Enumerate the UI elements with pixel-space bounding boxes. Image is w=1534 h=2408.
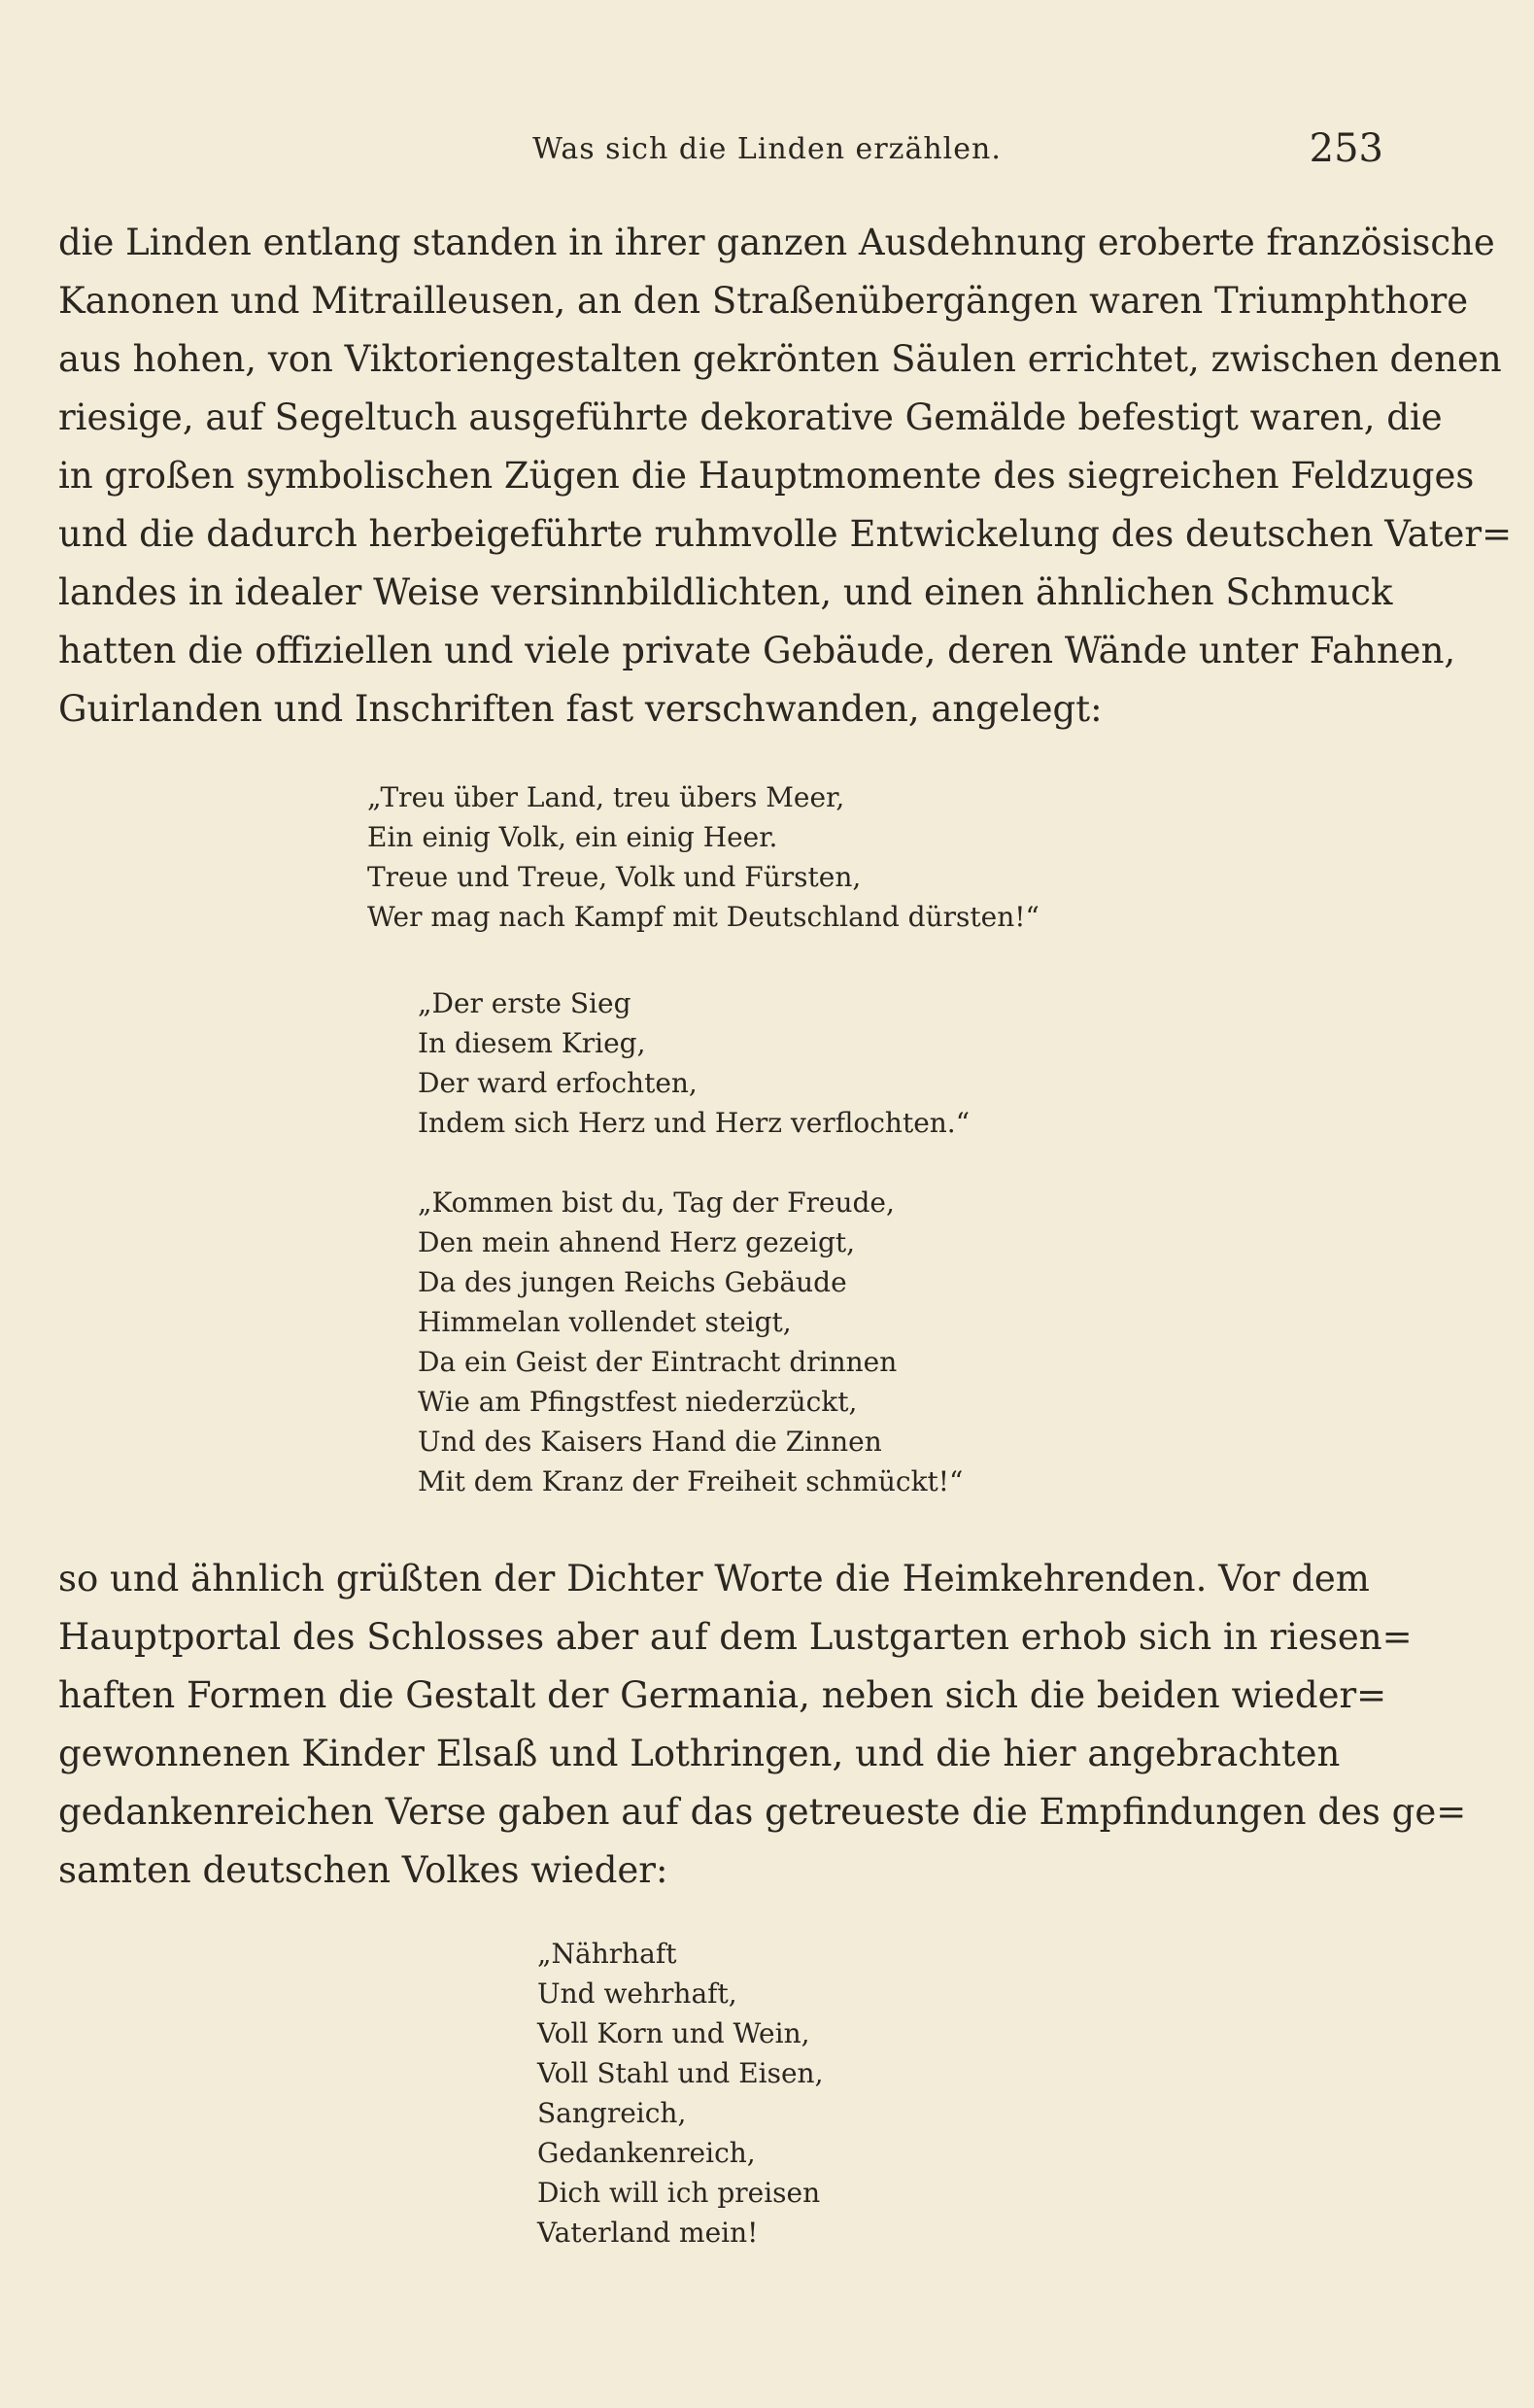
- verse-line: Gedankenreich,: [537, 2137, 756, 2169]
- verse-line: Treue und Treue, Volk und Fürsten,: [367, 861, 862, 893]
- verse-line: Und wehrhaft,: [537, 1978, 737, 2010]
- body-paragraph-2: [58, 1550, 1467, 1900]
- verse-line: Ein einig Volk, ein einig Heer.: [367, 821, 778, 853]
- verse-line: Voll Korn und Wein,: [537, 2017, 810, 2049]
- text-line: Hauptportal des Schlosses aber auf dem Lustgarten erhob sich in riesen=: [58, 1616, 1413, 1658]
- verse-line: Voll Stahl und Eisen,: [537, 2057, 824, 2089]
- page-number: 253: [1309, 126, 1383, 171]
- verse-line: Wer mag nach Kampf mit Deutschland dürsten!“: [367, 901, 1040, 933]
- verse-line: „Nährhaft: [537, 1938, 677, 1970]
- text-line: so und ähnlich grüßten der Dichter Worte die Heimkehrenden. Vor dem: [58, 1558, 1370, 1600]
- page-header: [0, 126, 1534, 175]
- text-line: aus hohen, von Viktoriengestalten gekrönten Säulen errichtet, zwischen denen: [58, 338, 1502, 380]
- text-line: landes in idealer Weise versinnbildlichten, und einen ähnlichen Schmuck: [58, 571, 1393, 613]
- verse-line: Wie am Pfingstfest niederzückt,: [418, 1386, 858, 1418]
- text-line: hatten die offiziellen und viele private Gebäude, deren Wände unter Fahnen,: [58, 630, 1456, 671]
- verse-stanza-1: [367, 777, 1040, 937]
- text-line: gedankenreichen Verse gaben auf das getreueste die Empfindungen des ge=: [58, 1791, 1467, 1833]
- verse-line: Den mein ahnend Herz gezeigt,: [418, 1226, 856, 1258]
- verse-line: „Der erste Sieg: [418, 987, 631, 1019]
- verse-line: Da ein Geist der Eintracht drinnen: [418, 1346, 898, 1378]
- text-line: riesige, auf Segeltuch ausgeführte dekorative Gemälde befestigt waren, die: [58, 396, 1443, 438]
- verse-stanza-2: [418, 983, 970, 1143]
- verse-stanza-4: [537, 1934, 824, 2253]
- text-line: und die dadurch herbeigeführte ruhmvolle Entwickelung des deutschen Vater=: [58, 513, 1513, 555]
- text-line: die Linden entlang standen in ihrer ganzen Ausdehnung eroberte französische: [58, 222, 1495, 263]
- text-line: samten deutschen Volkes wieder:: [58, 1849, 668, 1891]
- verse-line: Da des jungen Reichs Gebäude: [418, 1266, 847, 1298]
- text-line: Kanonen und Mitrailleusen, an den Straßenübergängen waren Triumphthore: [58, 280, 1469, 322]
- verse-stanza-3: [418, 1183, 963, 1501]
- body-paragraph-1: [58, 214, 1513, 739]
- verse-line: Dich will ich preisen: [537, 2177, 821, 2209]
- verse-line: Vaterland mein!: [537, 2217, 759, 2249]
- verse-line: „Kommen bist du, Tag der Freude,: [418, 1187, 895, 1219]
- verse-line: Indem sich Herz und Herz verflochten.“: [418, 1107, 971, 1139]
- verse-line: Sangreich,: [537, 2097, 687, 2129]
- verse-line: In diesem Krieg,: [418, 1027, 646, 1059]
- running-title: Was sich die Linden erzählen.: [532, 132, 1002, 166]
- verse-line: „Treu über Land, treu übers Meer,: [367, 781, 845, 813]
- text-line: in großen symbolischen Zügen die Hauptmomente des siegreichen Feldzuges: [58, 455, 1475, 497]
- text-line: Guirlanden und Inschriften fast verschwanden, angelegt:: [58, 688, 1103, 730]
- verse-line: Mit dem Kranz der Freiheit schmückt!“: [418, 1465, 964, 1497]
- text-line: haften Formen die Gestalt der Germania, neben sich die beiden wieder=: [58, 1674, 1387, 1716]
- verse-line: Der ward erfochten,: [418, 1067, 698, 1099]
- text-line: gewonnenen Kinder Elsaß und Lothringen, und die hier angebrachten: [58, 1733, 1341, 1774]
- verse-line: Himmelan vollendet steigt,: [418, 1306, 792, 1338]
- verse-line: Und des Kaisers Hand die Zinnen: [418, 1426, 882, 1458]
